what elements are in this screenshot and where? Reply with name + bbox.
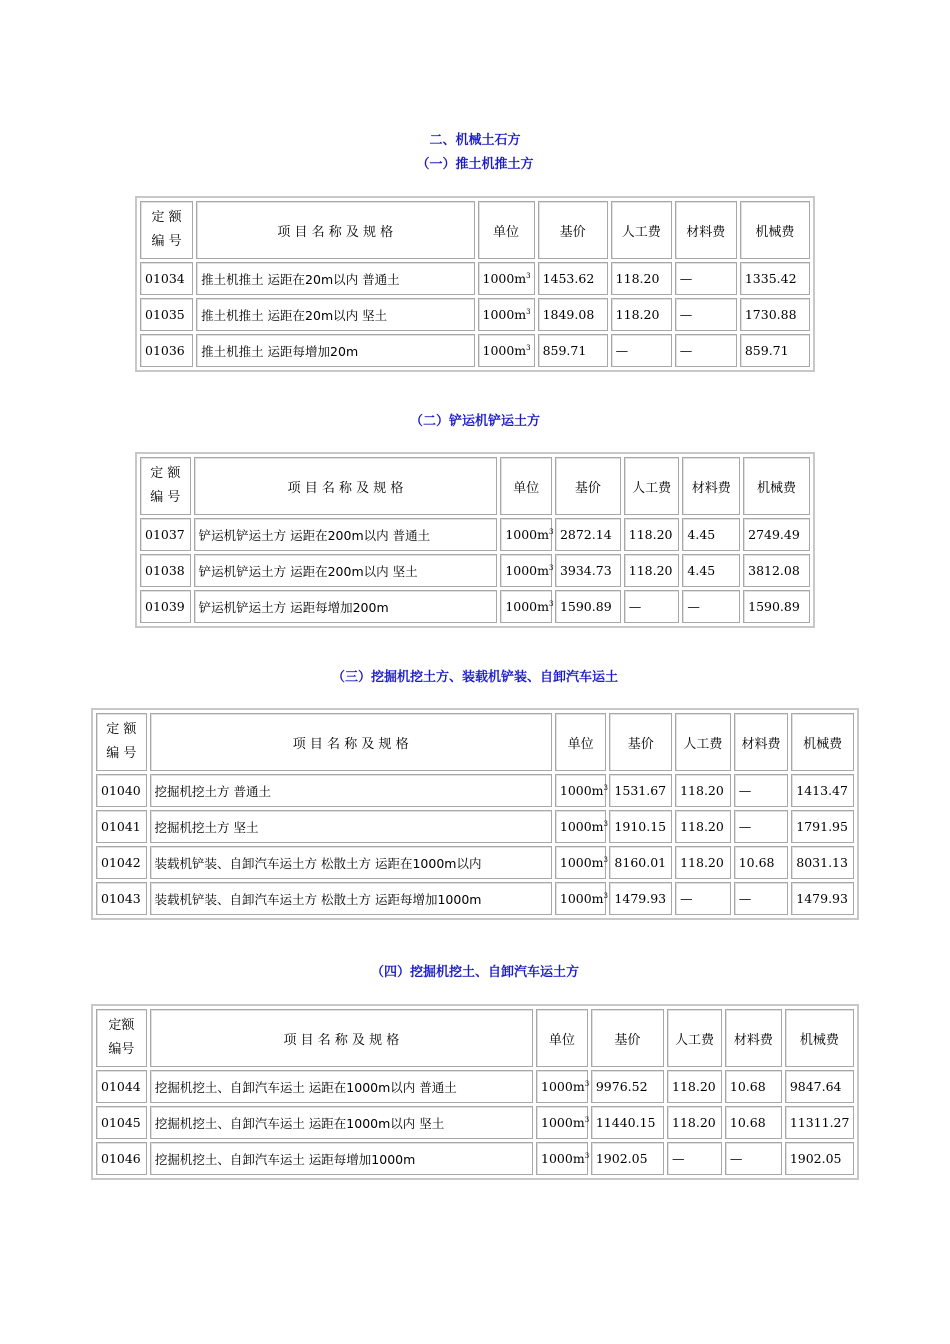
labor-cost-cell: — <box>624 590 680 623</box>
machine-cost-cell: 1590.89 <box>743 590 810 623</box>
base-price-cell: 9976.52 <box>591 1070 664 1103</box>
header-unit: 单位 <box>500 457 552 515</box>
unit-cell: $1000m^3$ <box>478 334 535 367</box>
name-cell: 推土机推土 运距每增加20m <box>196 334 474 367</box>
labor-cost-cell: 118.20 <box>624 518 680 551</box>
material-cost-cell: 10.68 <box>725 1070 782 1103</box>
code-cell: 01034 <box>140 262 193 295</box>
header-code: 定 额 编 号 <box>140 201 193 259</box>
table-row <box>140 590 810 623</box>
quota-table-1 <box>135 196 815 372</box>
material-cost-cell: 4.45 <box>682 554 740 587</box>
section-title-3: （三）挖掘机挖土方、装载机铲装、自卸汽车运土 <box>331 670 618 685</box>
material-cost-cell: 4.45 <box>682 518 740 551</box>
header-base-price: 基价 <box>609 713 672 771</box>
base-price-cell: 3934.73 <box>555 554 621 587</box>
material-cost-cell: — <box>734 882 789 915</box>
machine-cost-cell: 3812.08 <box>743 554 810 587</box>
base-price-cell: 1590.89 <box>555 590 621 623</box>
unit-cell: $1000m^3$ <box>478 262 535 295</box>
name-cell: 推土机推土 运距在20m以内 普通土 <box>196 262 474 295</box>
unit-cell: $1000m^3$ <box>500 590 552 623</box>
material-cost-cell: — <box>675 262 737 295</box>
name-cell: 推土机推土 运距在20m以内 坚土 <box>196 298 474 331</box>
unit-cell: $1000m^3$ <box>500 554 552 587</box>
labor-cost-cell: 118.20 <box>675 774 731 807</box>
table-row <box>96 1142 854 1175</box>
table-header-row <box>140 457 810 515</box>
table-row <box>96 774 854 807</box>
header-code: 定 额 编 号 <box>140 457 191 515</box>
machine-cost-cell: 9847.64 <box>785 1070 854 1103</box>
unit-cell: $1000m^3$ <box>555 846 607 879</box>
code-cell: 01037 <box>140 518 191 551</box>
header-material-cost: 材料费 <box>675 201 737 259</box>
header-name: 项 目 名 称 及 规 格 <box>150 1009 533 1067</box>
name-cell: 装载机铲装、自卸汽车运土方 松散土方 运距在1000m以内 <box>150 846 552 879</box>
labor-cost-cell: 118.20 <box>624 554 680 587</box>
header-name: 项 目 名 称 及 规 格 <box>150 713 552 771</box>
labor-cost-cell: 118.20 <box>667 1070 722 1103</box>
base-price-cell: 1453.62 <box>538 262 608 295</box>
base-price-cell: 1531.67 <box>609 774 672 807</box>
code-cell: 01040 <box>96 774 147 807</box>
material-cost-cell: 10.68 <box>734 846 789 879</box>
name-cell: 铲运机铲运土方 运距在200m以内 普通土 <box>194 518 498 551</box>
unit-cell: $1000m^3$ <box>536 1070 588 1103</box>
base-price-cell: 859.71 <box>538 334 608 367</box>
header-labor-cost: 人工费 <box>667 1009 722 1067</box>
machine-cost-cell: 8031.13 <box>791 846 854 879</box>
code-cell: 01036 <box>140 334 193 367</box>
unit-cell: $1000m^3$ <box>555 774 607 807</box>
table-row <box>96 810 854 843</box>
table-row <box>96 1070 854 1103</box>
base-price-cell: 2872.14 <box>555 518 621 551</box>
table-row <box>140 518 810 551</box>
name-cell: 挖掘机挖土方 坚土 <box>150 810 552 843</box>
header-unit: 单位 <box>536 1009 588 1067</box>
section-title-2: （二）铲运机铲运土方 <box>409 414 540 429</box>
base-price-cell: 1902.05 <box>591 1142 664 1175</box>
labor-cost-cell: 118.20 <box>675 846 731 879</box>
header-base-price: 基价 <box>555 457 621 515</box>
name-cell: 铲运机铲运土方 运距每增加200m <box>194 590 498 623</box>
material-cost-cell: — <box>725 1142 782 1175</box>
page-title: 二、机械土石方 <box>429 133 521 148</box>
code-cell: 01043 <box>96 882 147 915</box>
header-machine-cost: 机械费 <box>785 1009 854 1067</box>
header-labor-cost: 人工费 <box>611 201 672 259</box>
material-cost-cell: — <box>675 298 737 331</box>
base-price-cell: 11440.15 <box>591 1106 664 1139</box>
labor-cost-cell: — <box>675 882 731 915</box>
name-cell: 挖掘机挖土、自卸汽车运土 运距每增加1000m <box>150 1142 533 1175</box>
unit-cell: $1000m^3$ <box>536 1106 588 1139</box>
material-cost-cell: — <box>734 810 789 843</box>
labor-cost-cell: 118.20 <box>611 262 672 295</box>
machine-cost-cell: 11311.27 <box>785 1106 854 1139</box>
table-row <box>96 882 854 915</box>
base-price-cell: 8160.01 <box>609 846 672 879</box>
base-price-cell: 1479.93 <box>609 882 672 915</box>
table-header-row <box>140 201 810 259</box>
labor-cost-cell: — <box>667 1142 722 1175</box>
machine-cost-cell: 1335.42 <box>740 262 810 295</box>
machine-cost-cell: 1902.05 <box>785 1142 854 1175</box>
quota-table-4 <box>91 1004 859 1180</box>
code-cell: 01039 <box>140 590 191 623</box>
material-cost-cell: — <box>682 590 740 623</box>
table-header-row <box>96 1009 854 1067</box>
header-labor-cost: 人工费 <box>624 457 680 515</box>
header-base-price: 基价 <box>591 1009 664 1067</box>
header-material-cost: 材料费 <box>734 713 789 771</box>
machine-cost-cell: 1413.47 <box>791 774 854 807</box>
machine-cost-cell: 1730.88 <box>740 298 810 331</box>
quota-table-2 <box>135 452 815 628</box>
name-cell: 挖掘机挖土、自卸汽车运土 运距在1000m以内 普通土 <box>150 1070 533 1103</box>
header-code: 定额 编号 <box>96 1009 147 1067</box>
base-price-cell: 1849.08 <box>538 298 608 331</box>
code-cell: 01042 <box>96 846 147 879</box>
labor-cost-cell: — <box>611 334 672 367</box>
material-cost-cell: — <box>675 334 737 367</box>
labor-cost-cell: 118.20 <box>611 298 672 331</box>
code-cell: 01046 <box>96 1142 147 1175</box>
name-cell: 挖掘机挖土、自卸汽车运土 运距在1000m以内 坚土 <box>150 1106 533 1139</box>
table-row <box>96 846 854 879</box>
name-cell: 装载机铲装、自卸汽车运土方 松散土方 运距每增加1000m <box>150 882 552 915</box>
header-material-cost: 材料费 <box>682 457 740 515</box>
table-row <box>140 334 810 367</box>
name-cell: 挖掘机挖土方 普通土 <box>150 774 552 807</box>
machine-cost-cell: 2749.49 <box>743 518 810 551</box>
header-base-price: 基价 <box>538 201 608 259</box>
material-cost-cell: — <box>734 774 789 807</box>
code-cell: 01038 <box>140 554 191 587</box>
machine-cost-cell: 1479.93 <box>791 882 854 915</box>
table-row <box>140 554 810 587</box>
header-machine-cost: 机械费 <box>791 713 854 771</box>
code-cell: 01045 <box>96 1106 147 1139</box>
unit-cell: $1000m^3$ <box>555 810 607 843</box>
machine-cost-cell: 1791.95 <box>791 810 854 843</box>
material-cost-cell: 10.68 <box>725 1106 782 1139</box>
header-unit: 单位 <box>555 713 607 771</box>
quota-table-3 <box>91 708 859 920</box>
base-price-cell: 1910.15 <box>609 810 672 843</box>
machine-cost-cell: 859.71 <box>740 334 810 367</box>
header-unit: 单位 <box>478 201 535 259</box>
header-name: 项 目 名 称 及 规 格 <box>194 457 498 515</box>
labor-cost-cell: 118.20 <box>667 1106 722 1139</box>
table-row <box>96 1106 854 1139</box>
unit-cell: $1000m^3$ <box>500 518 552 551</box>
header-machine-cost: 机械费 <box>743 457 810 515</box>
header-material-cost: 材料费 <box>725 1009 782 1067</box>
header-code: 定 额 编 号 <box>96 713 147 771</box>
code-cell: 01044 <box>96 1070 147 1103</box>
table-row <box>140 262 810 295</box>
unit-cell: $1000m^3$ <box>478 298 535 331</box>
unit-cell: $1000m^3$ <box>555 882 607 915</box>
section-title-1: （一）推土机推土方 <box>416 157 534 172</box>
table-header-row <box>96 713 854 771</box>
section-title-4: （四）挖掘机挖土、自卸汽车运土方 <box>370 965 579 980</box>
header-name: 项 目 名 称 及 规 格 <box>196 201 474 259</box>
header-machine-cost: 机械费 <box>740 201 810 259</box>
header-labor-cost: 人工费 <box>675 713 731 771</box>
table-row <box>140 298 810 331</box>
code-cell: 01041 <box>96 810 147 843</box>
unit-cell: $1000m^3$ <box>536 1142 588 1175</box>
name-cell: 铲运机铲运土方 运距在200m以内 坚土 <box>194 554 498 587</box>
labor-cost-cell: 118.20 <box>675 810 731 843</box>
code-cell: 01035 <box>140 298 193 331</box>
